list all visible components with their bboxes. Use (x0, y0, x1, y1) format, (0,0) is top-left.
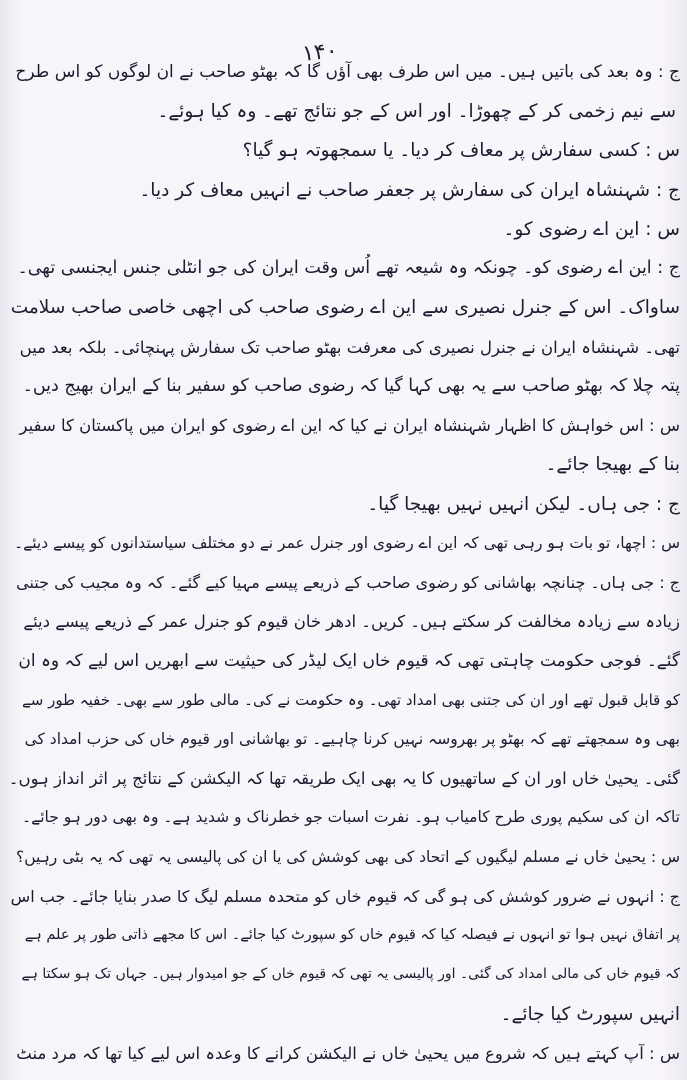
text-line: انہیں سپورٹ کیا جائے۔ (500, 1003, 680, 1025)
text-line: تاکہ ان کی سکیم پوری طرح کامیاب ہو۔ نفرت اسبات جو خطرناک و شدید ہے۔ وہ بھی دور ہو جائے۔ (22, 808, 680, 827)
text-line: زیادہ سے زیادہ مخالفت کر سکتے ہیں۔ کریں۔ ادھر خان قیوم کو جنرل عمر کے ذریعے پیسے دیئے (23, 612, 680, 632)
text-line: س : یحییٰ خاں نے مسلم لیگیوں کے اتحاد کی بھی کوشش کی یا ان کی پالیسی یہ تھی کہ یہ بٹی رہیں؟ (16, 847, 680, 866)
text-line: ساواک۔ اس کے جنرل نصیری سے این اے رضوی صاحب کی اچھی خاصی صاحب سلامت (10, 297, 680, 319)
text-line: ج : وہ بعد کی باتیں ہیں۔ میں اس طرف بھی آؤں گا کہ بھٹو صاحب نے ان لوگوں کو اس طرح (15, 62, 680, 82)
text-line: س : اس خواہش کا اظہار شہنشاہ ایران نے کیا کہ این اے رضوی کو ایران میں پاکستان کا سفیر (19, 416, 680, 436)
text-line: ج : انہوں نے ضرور کوشش کی ہو گی کہ قیوم خاں کو متحدہ مسلم لیگ کا صدر بنایا جائے۔ جب اس (10, 886, 680, 906)
text-line: ج : جی ہاں۔ لیکن انہیں نہیں بھیجا گیا۔ (367, 493, 680, 515)
text-line: بنا کے بھیجا جائے۔ (545, 454, 680, 476)
text-line: پتہ چلا کہ بھٹو صاحب سے یہ بھی کہا گیا کہ رضوی صاحب کو سفیر بنا کے ایران بھیج دیں۔ (22, 375, 680, 396)
text-line: گئے۔ فوجی حکومت چاہتی تھی کہ قیوم خاں ایک لیڈر کی حیثیت سے ابھریں اس لیے کہ وہ ان (18, 650, 680, 671)
text-line: ج : شہنشاہ ایران کی سفارش پر جعفر صاحب نے انہیں معاف کر دیا۔ (139, 179, 680, 201)
text-line: سے نیم زخمی کر کے چھوڑا۔ اور اس کے جو نتائج تھے۔ وہ کیا ہوئے۔ (157, 101, 676, 123)
text-line: س : کسی سفارش پر معاف کر دیا۔ یا سمجھوتہ ہو گیا؟ (242, 140, 680, 162)
text-line: تھی۔ شہنشاہ ایران نے جنرل نصیری کی معرفت بھٹو صاحب تک سفارش پہنچائی۔ بلکہ بعد میں (19, 337, 680, 357)
text-line: س : اچھا، تو بات ہو رہی تھی کہ این اے رضوی اور جنرل عمر نے دو مختلف سیاستدانوں کو پیسے دیئے۔ (14, 533, 680, 552)
text-body (8, 58, 680, 1068)
text-line: گئی۔ یحییٰ خاں اور ان کے ساتھیوں کا یہ بھی ایک طریقہ تھا کہ الیکشن کے نتائج پر اثر انداز ہوں۔ (8, 769, 680, 789)
text-line: بھی وہ سمجھتے تھے کہ بھٹو پر بھروسہ نہیں کرنا چاہیے۔ تو بھاشانی اور قیوم خاں کی حزب امداد کی (24, 729, 680, 748)
text-line: س : این اے رضوی کو۔ (503, 218, 680, 240)
text-line: کہ قیوم خاں کی مالی امداد کی گئی۔ اور پالیسی یہ تھی کہ قیوم خاں کے جو امیدوار ہیں۔ جہاں تک ہو سکتا ہے (21, 966, 680, 983)
text-line: کو قابل قبول تھے اور ان کی جتنی بھی امداد تھی۔ وہ حکومت نے کی۔ مالی طور سے بھی۔ خفیہ طور سے (21, 690, 680, 709)
page-number: ۱۴۰ (301, 38, 339, 67)
text-line: پر اتفاق نہیں ہوا تو انہوں نے فیصلہ کیا کہ قیوم خاں کو سپورٹ کیا جائے۔ اس کا مجھے ذاتی طور پر علم ہے (24, 927, 680, 944)
text-line: ج : جی ہاں۔ چنانچہ بھاشانی کو رضوی صاحب کے ذریعے پیسے مہیا کیے گئے۔ کہ وہ مجیب کی جتنی (16, 573, 680, 593)
text-line: ج : این اے رضوی کو۔ چونکہ وہ شیعہ تھے اُس وقت ایران کی جو انٹلی جنس ایجنسی تھی۔ (17, 258, 680, 279)
text-line: س : آپ کہتے ہیں کہ شروع میں یحییٰ خاں نے الیکشن کرانے کا وعدہ اس لیے کیا تھا کہ مرد منٹ (16, 1043, 680, 1063)
